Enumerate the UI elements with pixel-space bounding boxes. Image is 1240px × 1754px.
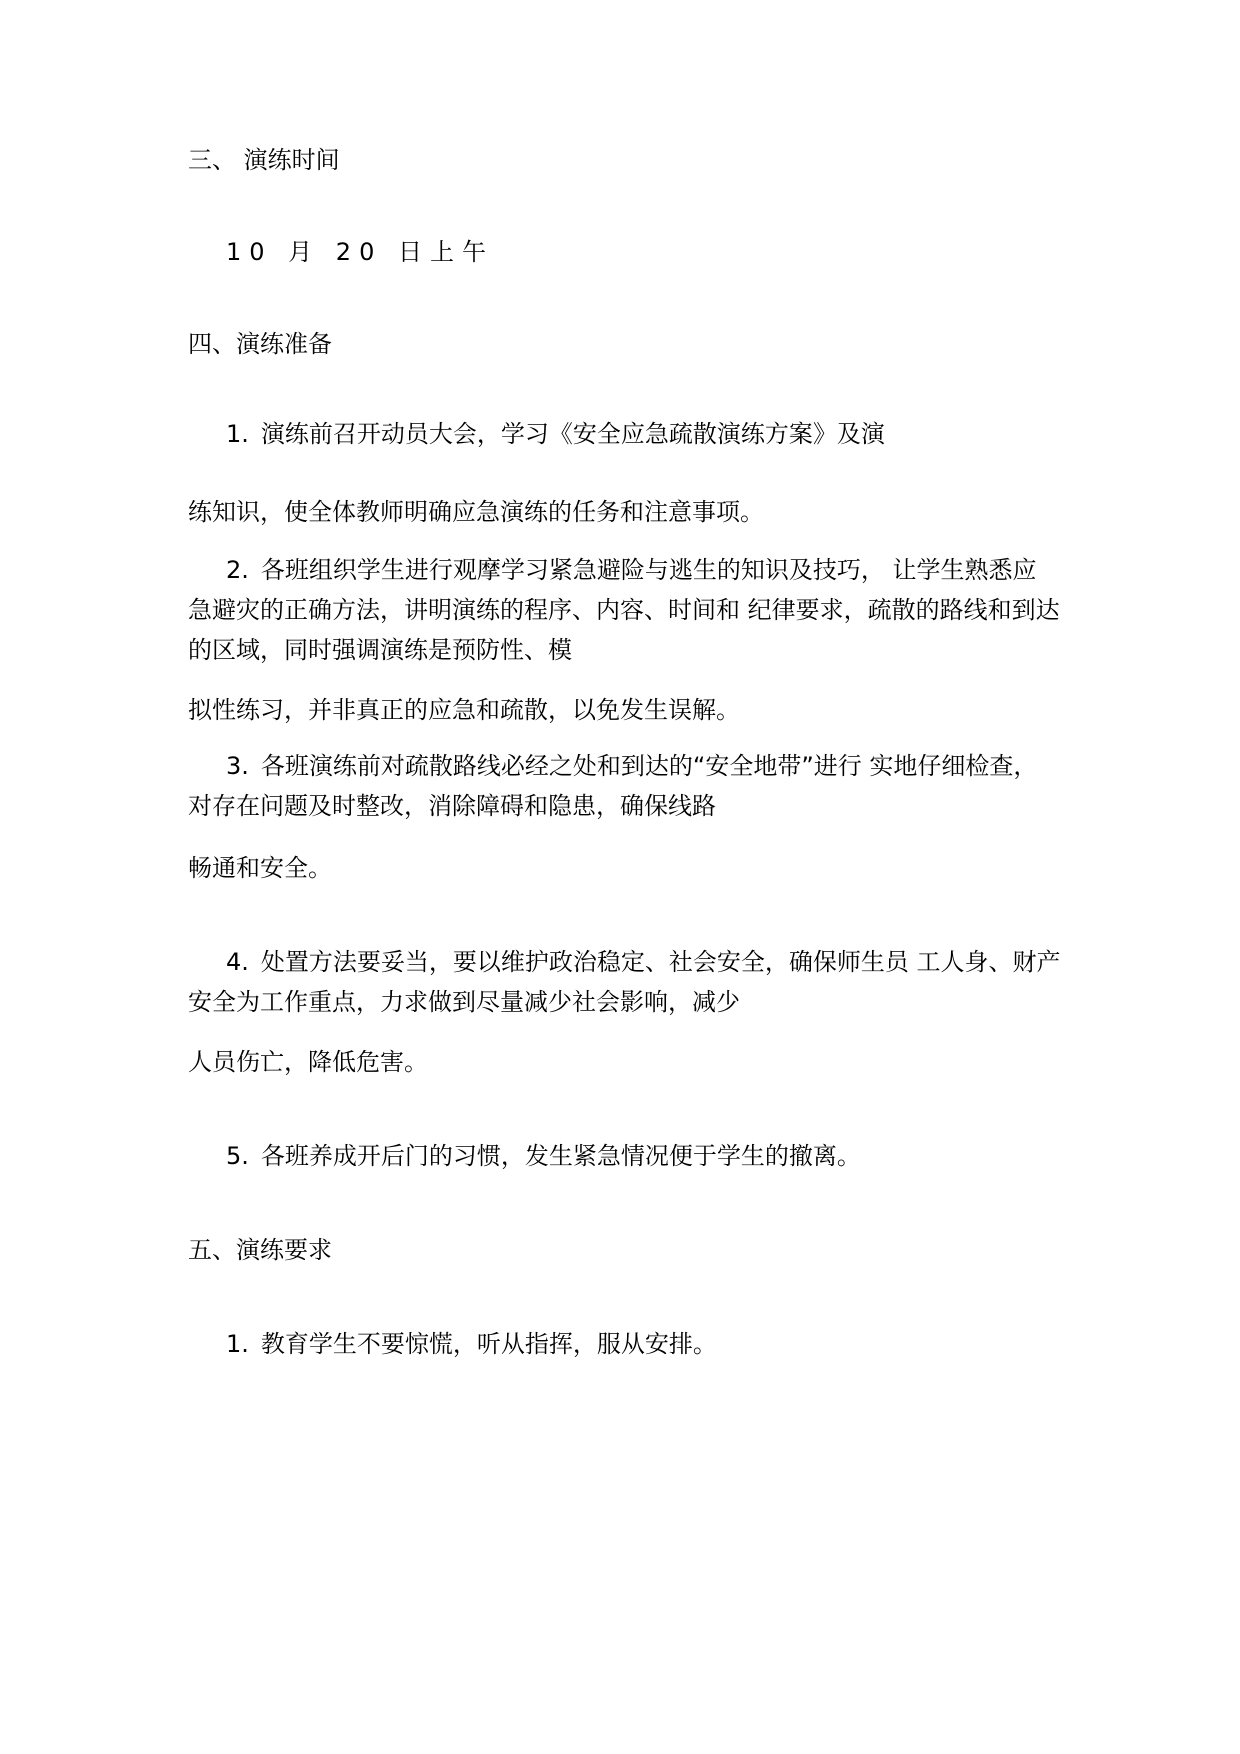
s4-item-1-line2: 练知识，使全体教师明确应急演练的任务和注意事项。 — [188, 498, 764, 526]
section-3-time: 10 月 20 日上午 — [226, 238, 494, 266]
s4-item-3-line3: 畅通和安全。 — [188, 854, 332, 882]
s4-item-2-line3: 的区域，同时强调演练是预防性、模 — [188, 636, 572, 664]
s5-item-1-number: 1. — [226, 1330, 249, 1358]
s5-item-1-line1 — [226, 1328, 717, 1360]
section-4-heading: 四、演练准备 — [188, 330, 332, 358]
s4-item-4-line2: 安全为工作重点，力求做到尽量减少社会影响，减少 — [188, 988, 740, 1016]
s4-item-4-text: 处置方法要妥当，要以维护政治稳定、社会安全，确保师生员 工人身、财产 — [260, 948, 1061, 976]
s4-item-3-line1 — [226, 750, 1037, 782]
s4-item-3-line2: 对存在问题及时整改，消除障碍和隐患，确保线路 — [188, 792, 716, 820]
s4-item-5-text: 各班养成开后门的习惯，发生紧急情况便于学生的撤离。 — [260, 1142, 861, 1170]
s4-item-1-text: 演练前召开动员大会，学习《安全应急疏散演练方案》及演 — [260, 420, 885, 448]
s4-item-4-number: 4. — [226, 948, 249, 976]
s4-item-3-text: 各班演练前对疏散路线必经之处和到达的“安全地带”进行 实地仔细检查， — [260, 752, 1038, 780]
s4-item-2-number: 2. — [226, 556, 249, 584]
s4-item-1-number: 1. — [226, 420, 249, 448]
s4-item-4-line3: 人员伤亡，降低危害。 — [188, 1048, 428, 1076]
s4-item-2-text: 各班组织学生进行观摩学习紧急避险与逃生的知识及技巧， 让学生熟悉应 — [260, 556, 1037, 584]
s4-item-2-line4: 拟性练习，并非真正的应急和疏散，以免发生误解。 — [188, 696, 740, 724]
s4-item-3-number: 3. — [226, 752, 249, 780]
s4-item-2-line1 — [226, 554, 1037, 586]
s5-item-1-text: 教育学生不要惊慌，听从指挥，服从安排。 — [260, 1330, 717, 1358]
s4-item-5-number: 5. — [226, 1142, 249, 1170]
s4-item-1-line1 — [226, 418, 885, 450]
s4-item-5-line1 — [226, 1140, 861, 1172]
section-3-heading: 三、 演练时间 — [188, 146, 340, 174]
s4-item-2-line2: 急避灾的正确方法，讲明演练的程序、内容、时间和 纪律要求，疏散的路线和到达 — [188, 596, 1060, 624]
s4-item-4-line1 — [226, 946, 1061, 978]
section-5-heading: 五、演练要求 — [188, 1236, 332, 1264]
